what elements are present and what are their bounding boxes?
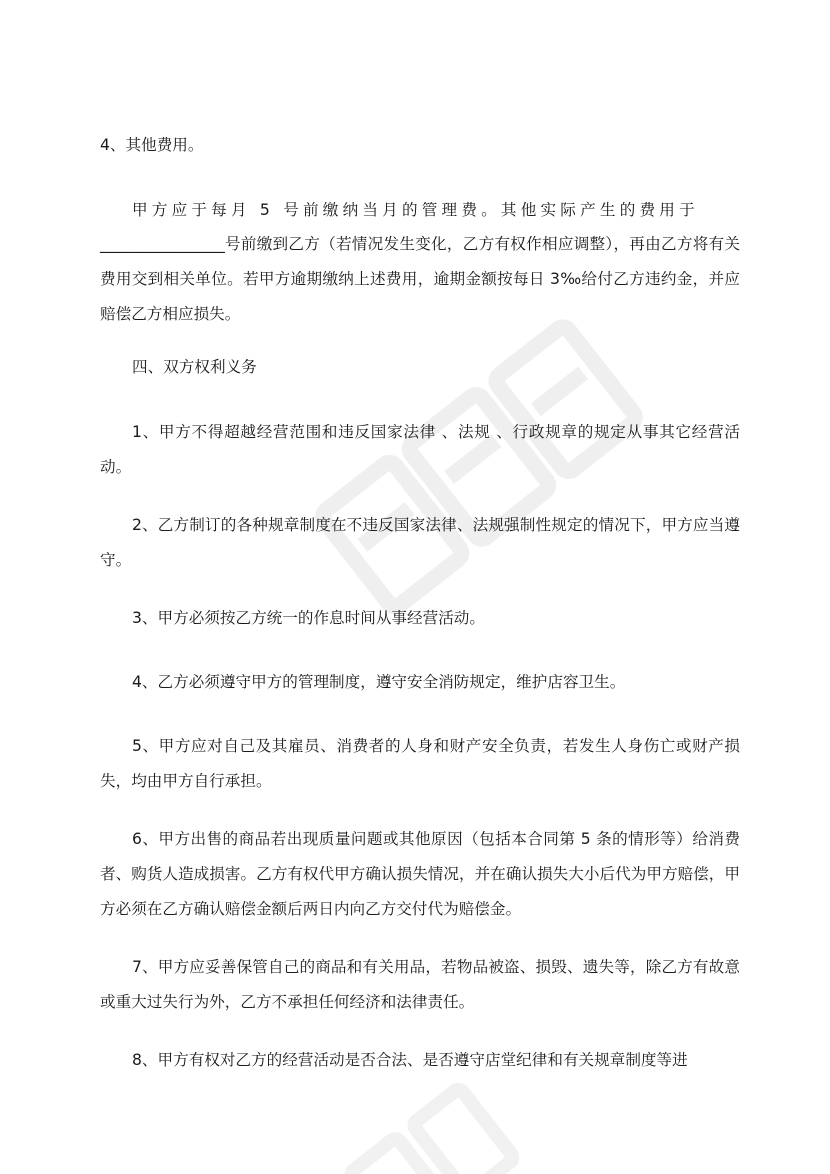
clause-7: 7、甲方应妥善保管自己的商品和有关用品，若物品被盗、损毁、遗失等，除乙方有故意或重大过失行为外，乙方不承担任何经济和法律责任。 xyxy=(100,958,740,1011)
clause-4: 4、乙方必须遵守甲方的管理制度，遵守安全消防规定，维护店容卫生。 xyxy=(132,673,626,691)
paragraph-fee-payment: ________________号前缴到乙方（若情况发生变化，乙方有权作相应调整），再由乙方将有关费用交到相关单位。若甲方逾期缴纳上述费用，逾期金额按每日 3‰给付乙方违约金，并应赔偿乙方相应损失。 xyxy=(100,235,740,323)
paragraph-management-fee: 甲方应于每月 5 号前缴纳当月的管理费。其他实际产生的费用于 xyxy=(132,201,699,219)
clause-3: 3、甲方必须按乙方统一的作息时间从事经营活动。 xyxy=(132,609,485,627)
clause-5: 5、甲方应对自己及其雇员、消费者的人身和财产安全负责，若发生人身伤亡或财产损失，均由甲方自行承担。 xyxy=(100,737,740,790)
watermark-fragment xyxy=(335,1080,535,1174)
clause-8: 8、甲方有权对乙方的经营活动是否合法、是否遵守店堂纪律和有关规章制度等进 xyxy=(132,1051,688,1069)
section-heading-rights-obligations: 四、双方权利义务 xyxy=(132,358,257,376)
clause-2: 2、乙方制订的各种规章制度在不违反国家法律、法规强制性规定的情况下，甲方应当遵守。 xyxy=(100,516,740,569)
clause-6: 6、甲方出售的商品若出现质量问题或其他原因（包括本合同第 5 条的情形等）给消费者、购货人造成损害。乙方有权代甲方确认损失情况，并在确认损失大小后代为甲方赔偿，甲方必须在乙方确认赔偿金额后两日内向乙方交付代为赔偿金。 xyxy=(100,830,740,918)
paragraph-other-fees-heading: 4、其他费用。 xyxy=(100,136,204,154)
clause-1: 1、甲方不得超越经营范围和违反国家法律 、法规 、行政规章的规定从事其它经营活动。 xyxy=(100,423,740,476)
